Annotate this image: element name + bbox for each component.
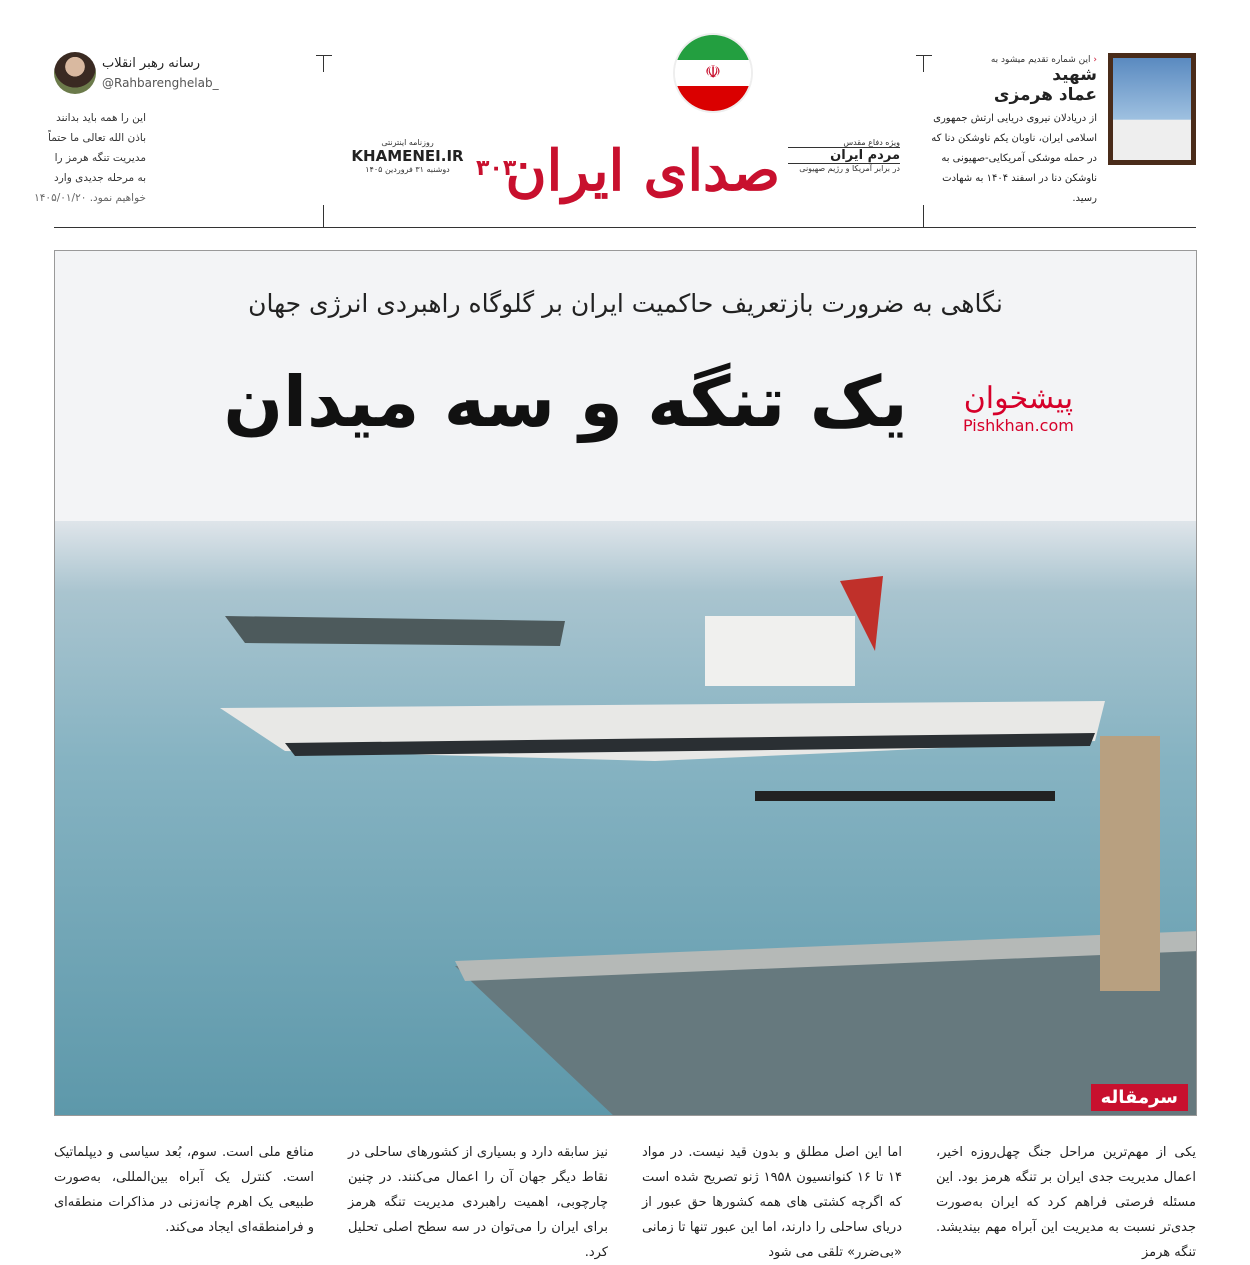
header-rule xyxy=(54,227,1196,228)
masthead-right xyxy=(788,138,900,173)
boats-illustration xyxy=(55,521,1197,1116)
site-name: KHAMENEI.IR xyxy=(351,147,464,165)
article-column: اما این اصل مطلق و بدون قید نیست. در مواد ۱۴ تا ۱۶ کنوانسیون ۱۹۵۸ ژنو تصریح شده است که اگرچه کشتی های همه کشورها حق عبور از دریای ساحلی را دارند، اما این عبور تنها تا زمانی «بی‌ضرر» تلقی می شود xyxy=(642,1145,903,1260)
pishkhan-watermark xyxy=(963,381,1074,435)
lead-subtitle: نگاهی به ضرورت بازتعریف حاکمیت ایران بر گلوگاه راهبردی انرژی جهان xyxy=(248,289,1003,318)
martyr-name: عماد هرمزی xyxy=(993,85,1097,105)
issue-number: ۳۰۳ xyxy=(476,156,517,181)
martyr-text: از دریادلان نیروی دریایی ارتش جمهوری اسلامی ایران، ناوبان یکم ناوشکن دنا که در حمله موشکی آمریکایی-صهیونی به ناوشکن دنا در اسفند ۱۴۰۴ به شهادت رسید. xyxy=(931,113,1097,204)
label: این شماره تقدیم میشود به xyxy=(990,55,1091,65)
editorial-badge: سرمقاله xyxy=(1091,1084,1188,1111)
masthead-logo xyxy=(470,30,790,230)
crop-mark xyxy=(316,55,332,71)
label: روزنامه اینترنتی xyxy=(381,138,434,147)
tweet-line: مدیریت تنگه هرمز را xyxy=(54,152,146,164)
chevron-icon: ‹ xyxy=(1090,55,1097,65)
lead-headline: یک تنگه و سه میدان xyxy=(223,361,908,443)
watermark-text: پیشخوان xyxy=(963,381,1074,416)
issue-date: دوشنبه ۳۱ فروردین ۱۴۰۵ xyxy=(365,165,450,174)
martyr-dedication xyxy=(925,55,1097,209)
divider xyxy=(923,205,924,227)
watermark-url: Pishkhan.com xyxy=(963,416,1074,435)
iran-flag-icon: ☫ xyxy=(675,35,751,111)
masthead-title: صدای ایران xyxy=(505,138,780,204)
lead-photo xyxy=(55,521,1196,1116)
article-column: منافع ملی است. سوم، بُعد سیاسی و دیپلماتیک است. کنترل یک آبراه بین‌المللی، به‌صورت طبیعی یک اهرم چانه‌زنی در مذاکرات منطقه‌ای و فرامنطقه‌ای ایجاد می‌کند. xyxy=(54,1145,314,1235)
lead-story xyxy=(54,250,1197,1116)
tweet-body xyxy=(34,108,146,208)
divider xyxy=(323,205,324,227)
label: در برابر آمریکا و رژیم صهیونی xyxy=(799,164,900,173)
tweet-author: رسانه رهبر انقلاب xyxy=(102,56,201,71)
martyr-title: شهید xyxy=(1052,65,1097,85)
label: مردم ایران xyxy=(788,147,900,164)
avatar xyxy=(54,52,96,94)
tweet-line: این را همه باید بدانند xyxy=(56,112,146,124)
article-column: یکی از مهم‌ترین مراحل جنگ چهل‌روزه اخیر، اعمال مدیریت جدی ایران بر تنگه هرمز بود. این مسئله فرصتی فراهم کرد که ایران به‌صورت جدی‌تر نسبت به مدیریت این آبراه مهم بیندیشد. تنگه هرمز xyxy=(936,1145,1196,1260)
tweet-line: به مرحله جدیدی وارد xyxy=(54,172,146,184)
article-column: نیز سابقه دارد و بسیاری از کشورهای ساحلی در نقاط دیگر جهان آن را اعمال می‌کنند. در چنین چارچوبی، اهمیت راهبردی مدیریت تنگه هرمز برای ایران را می‌توان در سه سطح اصلی تحلیل کرد. xyxy=(348,1145,608,1260)
label: ویژه دفاع مقدس xyxy=(843,138,900,147)
tweet-line: خواهیم نمود. ۱۴۰۵/۰۱/۲۰ xyxy=(34,192,146,204)
tweet-handle: @Rahbarenghelab_ xyxy=(102,76,219,90)
tweet-line: باذن الله تعالی ما حتماً xyxy=(48,132,146,144)
masthead-left xyxy=(350,138,465,174)
martyr-portrait xyxy=(1108,53,1196,165)
